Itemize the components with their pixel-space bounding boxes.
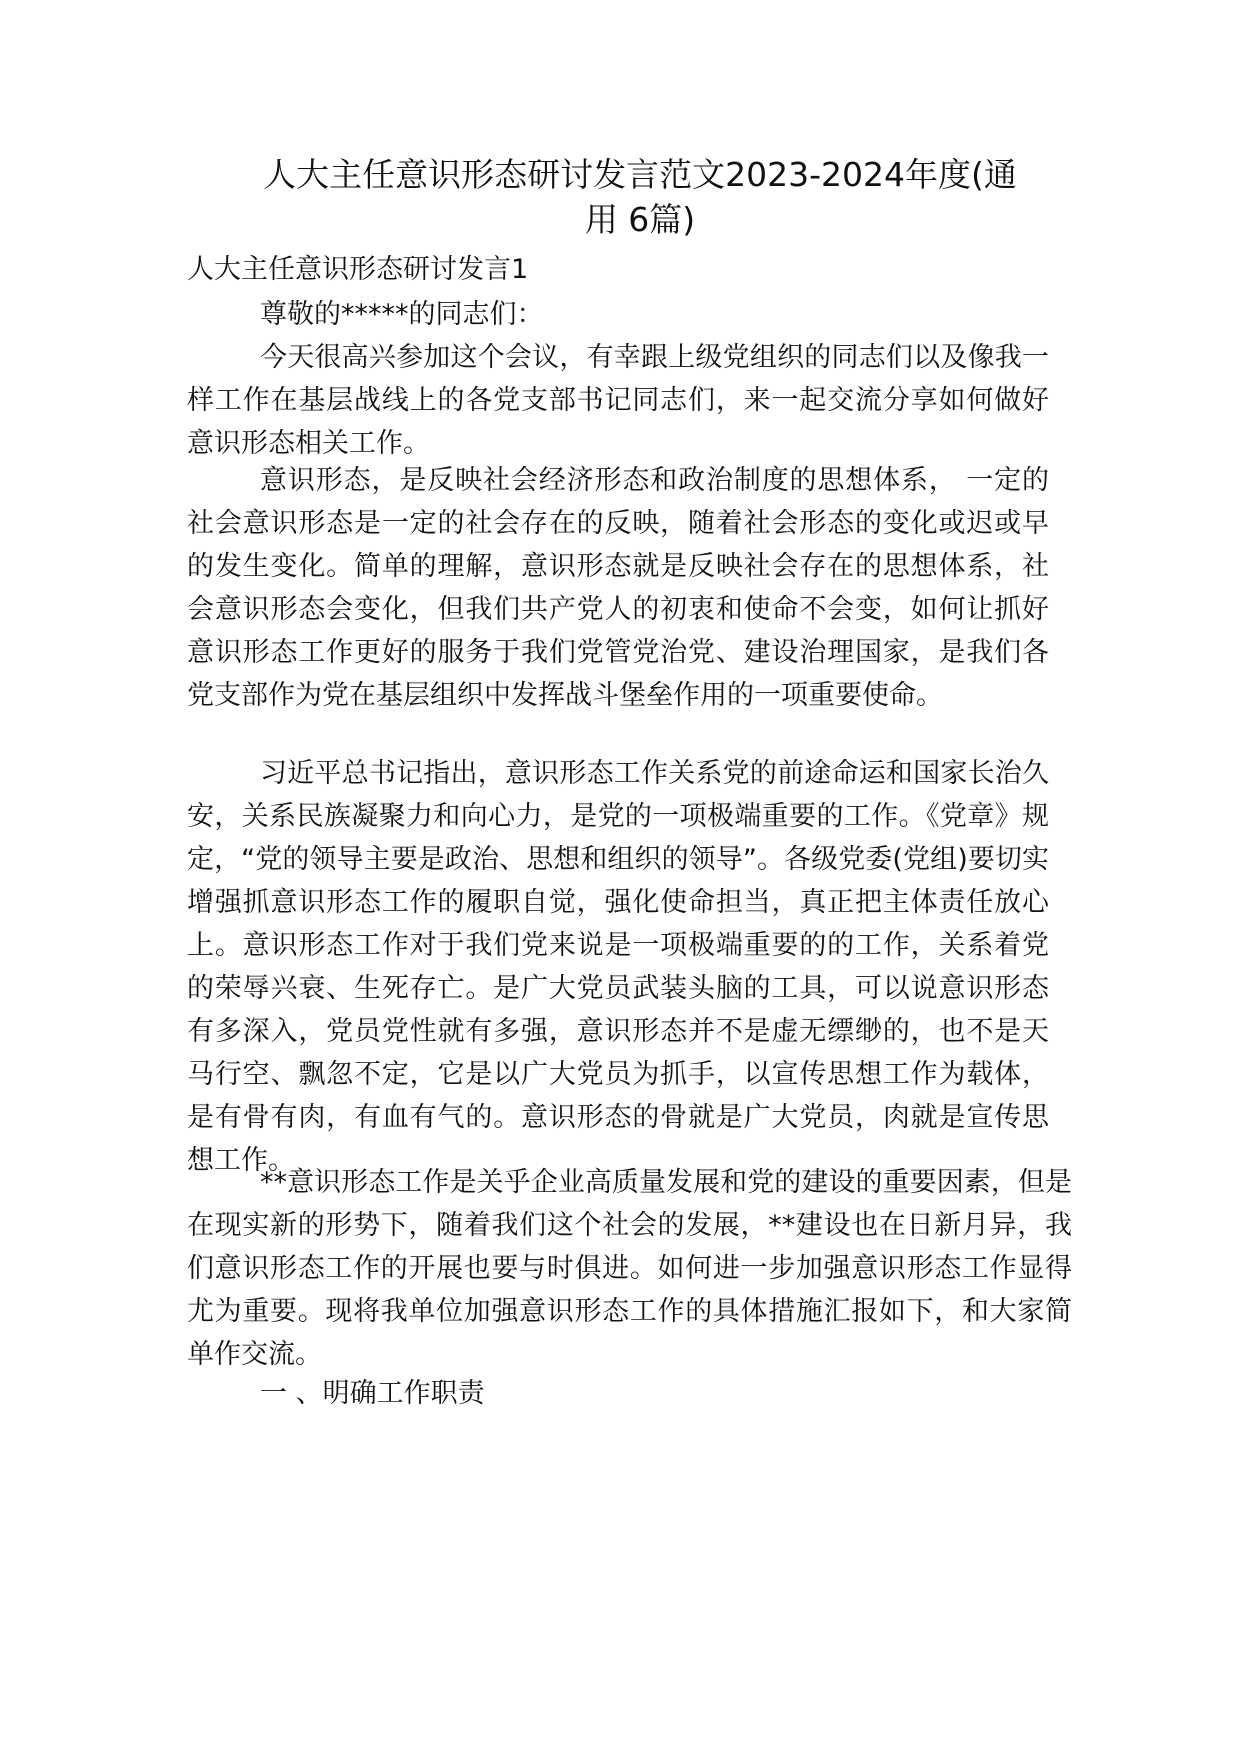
- document-title: 人大主任意识形态研讨发言范文2023-2024年度(通用 6篇): [263, 155, 1017, 239]
- salutation: 尊敬的*****的同志们：: [260, 299, 544, 330]
- subheading-1: 一 、明确工作职责: [260, 1378, 485, 1409]
- paragraph-2: 意识形态，是反映社会经济形态和政治制度的思想体系， 一定的社会意识形态是一定的社会存在的反映，随着社会形态的变化或迟或早的发生变化。简单的理解，意识形态就是反映社会存在的思想体系，社会意识形态会变化，但我们共产党人的初衷和使命不会变，如何让抓好意识形态工作更好的服务于我们党管党治党、建设治理国家，是我们各党支部作为党在基层组织中发挥战斗堡垒作用的一项重要使命。: [187, 465, 1049, 711]
- paragraph-3: 习近平总书记指出，意识形态工作关系党的前途命运和国家长治久安，关系民族凝聚力和向心力，是党的一项极端重要的工作。《党章》规定，“党的领导主要是政治、思想和组织的领导”。各级党委(党组)要切实增强抓意识形态工作的履职自觉，强化使命担当，真正把主体责任放心上。意识形态工作对于我们党来说是一项极端重要的的工作，关系着党的荣辱兴衰、生死存亡。是广大党员武装头脑的工具，可以说意识形态有多深入，党员党性就有多强，意识形态并不是虚无缥缈的，也不是天马行空、飘忽不定，它是以广大党员为抓手，以宣传思想工作为载体，是有骨有肉，有血有气的。意识形态的骨就是广大党员，肉就是宣传思想工作。: [187, 758, 1049, 1176]
- paragraph-1: 今天很高兴参加这个会议，有幸跟上级党组织的同志们以及像我一样工作在基层战线上的各党支部书记同志们，来一起交流分享如何做好意识形态相关工作。: [187, 342, 1049, 459]
- paragraph-4: **意识形态工作是关乎企业高质量发展和党的建设的重要因素，但是在现实新的形势下，随着我们这个社会的发展，**建设也在日新月异，我们意识形态工作的开展也要与时俱进。如何进一步加强意识形态工作显得尤为重要。现将我单位加强意识形态工作的具体措施汇报如下，和大家简单作交流。: [187, 1167, 1072, 1370]
- section-heading: 人大主任意识形态研讨发言1: [187, 254, 529, 285]
